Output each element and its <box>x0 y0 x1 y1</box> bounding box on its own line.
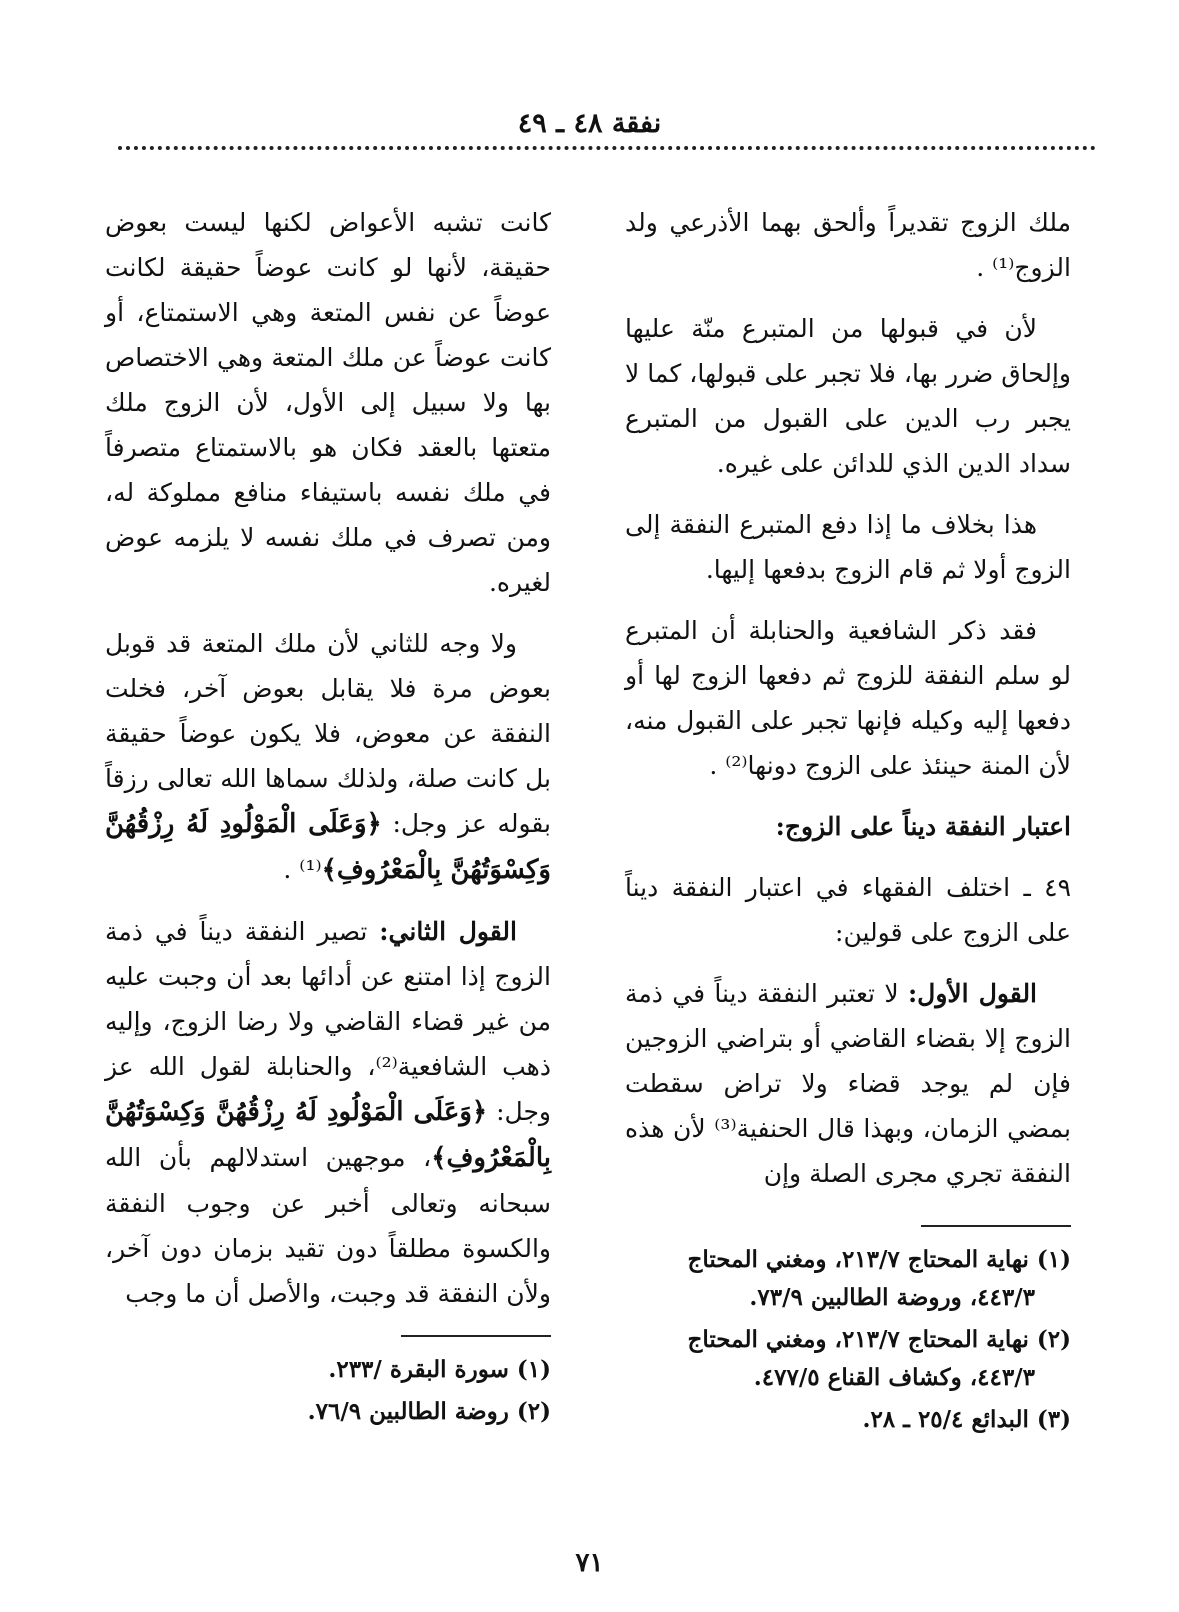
dotted-divider <box>118 146 1096 150</box>
quran-verse: ﴿وَعَلَى الْمَوْلُودِ لَهُ رِزْقُهُنَّ وَكِسْوَتُهُنَّ بِالْمَعْرُوفِ﴾ <box>105 809 551 885</box>
paragraph-text: ولا وجه للثاني لأن ملك المتعة قد قوبل بعوض مرة فلا يقابل بعوض آخر، فخلت النفقة عن معوض، فلا يكون عوضاً حقيقة بل كانت صلة، ولذلك سماها الله تعالى رزقاً بقوله عز وجل: <box>105 629 551 838</box>
footnote-rule <box>921 1225 1071 1227</box>
left-column <box>105 200 551 1332</box>
paragraph <box>105 621 551 893</box>
opinion-label: القول الثاني: <box>379 917 517 946</box>
paragraph-text: ، موجهين استدلالهم بأن الله سبحانه وتعالى أخبر عن وجوب النفقة والكسوة مطلقاً دون تقيد بزمان دون آخر، ولأن النفقة قد وجبت، والأصل أن ما وجب <box>105 1143 551 1308</box>
paragraph <box>105 909 551 1316</box>
footnotes-left <box>105 1335 551 1435</box>
footnote: (١) سورة البقرة /٢٣٣. <box>328 1356 551 1383</box>
section-heading: اعتبار النفقة ديناً على الزوج: <box>775 812 1071 841</box>
paragraph: كانت تشبه الأعواض لكنها ليست بعوض حقيقة، لأنها لو كانت عوضاً حقيقة لكانت عوضاً عن نفس المتعة وهي الاستمتاع، أو كانت عوضاً عن ملك المتعة وهي الاختصاص بها ولا سبيل إلى الأول، لأن الزوج ملك متعتها بالعقد فكان هو بالاستمتاع متصرفاً في ملك نفسه باستيفاء منافع مملوكة له، ومن تصرف في ملك نفسه لا يلزمه عوض لغيره. <box>105 208 551 597</box>
opinion-text: تصير النفقة ديناً في ذمة الزوج إذا امتنع عن أدائها بعد أن وجبت عليه من غير قضاء القاضي ولا رضا الزوج، وإليه ذهب الشافعية⁽²⁾، والحنابلة لقول الله عز وجل: <box>105 917 551 1126</box>
footnote: (١) نهاية المحتاج ٢١٣/٧، ومغني المحتاج ٤٤٣/٣، وروضة الطالبين ٧٣/٩. <box>687 1246 1071 1311</box>
right-column <box>625 200 1071 1212</box>
footnote: (٢) نهاية المحتاج ٢١٣/٧، ومغني المحتاج ٤٤٣/٣، وكشاف القناع ٤٧٧/٥. <box>687 1326 1071 1391</box>
page-number: ٧١ <box>575 1548 604 1578</box>
quran-verse: ﴿وَعَلَى الْمَوْلُودِ لَهُ رِزْقُهُنَّ وَكِسْوَتُهُنَّ بِالْمَعْرُوفِ﴾ <box>105 1097 551 1173</box>
paragraph: ملك الزوج تقديراً وألحق بهما الأذرعي ولد الزوج⁽¹⁾ . <box>625 208 1071 282</box>
paragraph: لأن في قبولها من المتبرع منّة عليها وإلحاق ضرر بها، فلا تجبر على قبولها، كما لا يجبر رب الدين على القبول من المتبرع سداد الدين الذي للدائن على غيره. <box>625 314 1071 478</box>
paragraph: هذا بخلاف ما إذا دفع المتبرع النفقة إلى الزوج أولا ثم قام الزوج بدفعها إليها. <box>625 510 1071 584</box>
footnote: (٣) البدائع ٢٥/٤ ـ ٢٨. <box>862 1406 1071 1433</box>
footnote-rule <box>401 1335 551 1337</box>
paragraph: ٤٩ ـ اختلف الفقهاء في اعتبار النفقة ديناً على الزوج على قولين: <box>625 873 1071 947</box>
footnote-ref: ⁽¹⁾ . <box>283 855 322 884</box>
footnotes-right <box>625 1225 1071 1443</box>
opinion-label: القول الأول: <box>907 979 1038 1008</box>
paragraph <box>625 971 1071 1196</box>
opinion-text: لا تعتبر النفقة ديناً في ذمة الزوج إلا بقضاء القاضي أو بتراضي الزوجين فإن لم يوجد قضاء ولا تراض سقطت بمضي الزمان، وبهذا قال الحنفية⁽³⁾ لأن هذه النفقة تجري مجرى الصلة وإن <box>625 979 1072 1188</box>
paragraph: فقد ذكر الشافعية والحنابلة أن المتبرع لو سلم النفقة للزوج ثم دفعها الزوج لها أو دفعها إليه وكيله فإنها تجبر على القبول منه، لأن المنة حينئذ على الزوج دونها⁽²⁾ . <box>625 616 1071 780</box>
page-header: نفقة ٤٨ ـ ٤٩ <box>517 108 662 139</box>
footnote: (٢) روضة الطالبين ٧٦/٩. <box>307 1398 551 1425</box>
